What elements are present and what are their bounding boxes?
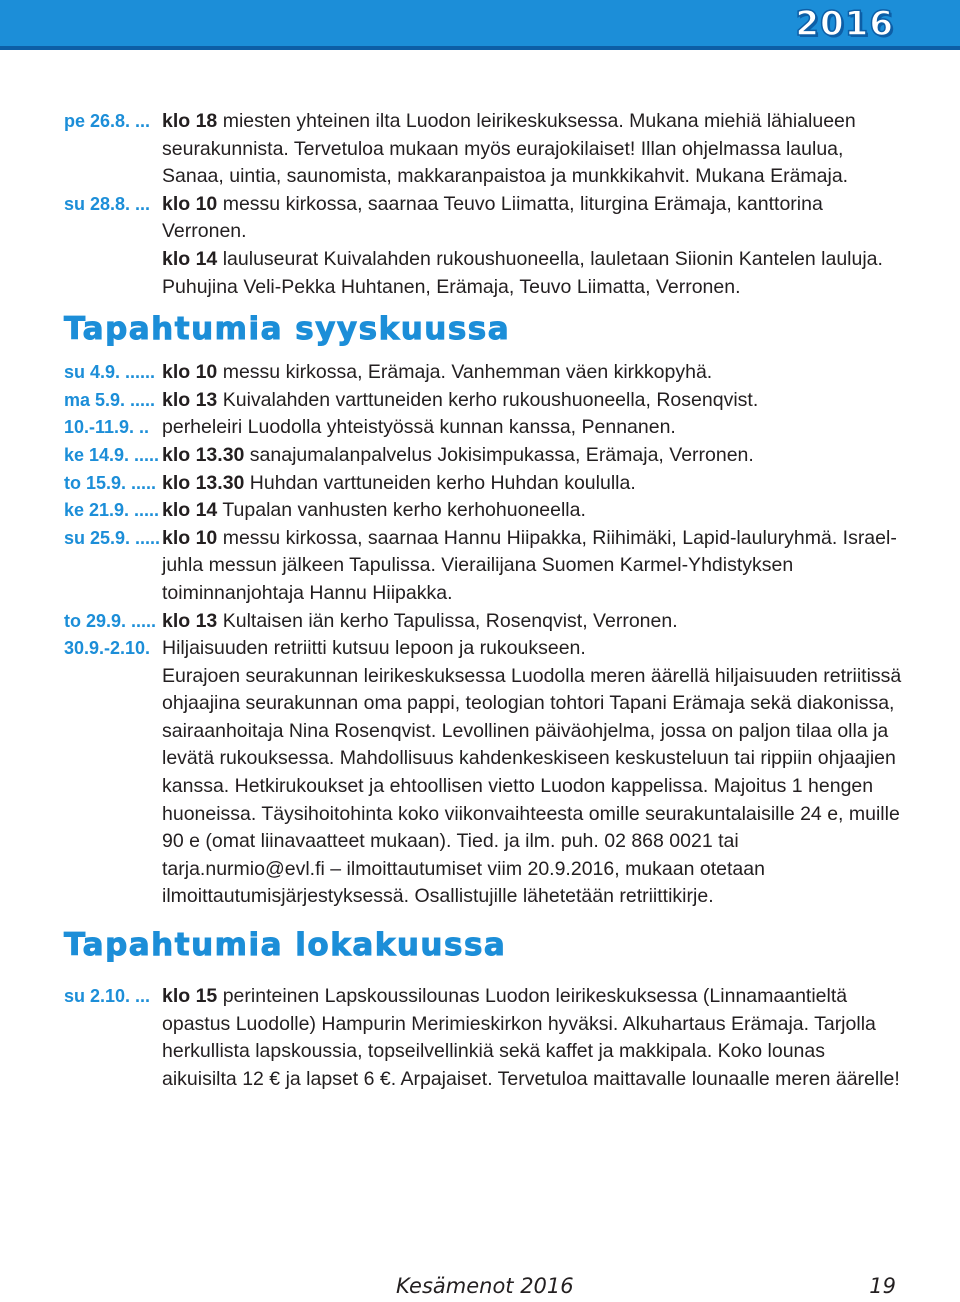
- event-time: klo 13.30: [162, 471, 245, 494]
- event-date: 10.-11.9. ..: [64, 417, 150, 438]
- event-entry: [64, 442, 904, 470]
- august-continued-entries: [64, 246, 904, 301]
- year-label: 2016: [795, 4, 894, 44]
- event-text: perinteinen Lapskoussilounas Luodon leirikeskuksessa (Linnamaantieltä opastus Luodolle) Hampurin Merimieskirkon hyväksi. Alkuhartaus Erämaja. Tarjolla herkullista lapskoussia, topseilvellinkiä sekä kaffet ja makkipala. Koko lounas aikuisilta 12 € ja lapset 6 €. Arpajaiset. Tervetuloa maittavalle lounaalle meren äärelle!: [162, 985, 900, 1090]
- event-entry: [64, 497, 904, 525]
- section-heading-october: Tapahtumia lokakuussa: [64, 927, 507, 964]
- event-description: [162, 497, 904, 525]
- event-entry: [64, 470, 904, 498]
- event-entry: [64, 246, 904, 301]
- event-text: perheleiri Luodolla yhteistyössä kunnan kanssa, Pennanen.: [162, 416, 676, 439]
- event-time: klo 10: [162, 526, 218, 549]
- event-entry: [64, 608, 904, 636]
- event-time: klo 14: [162, 247, 218, 270]
- event-text: messu kirkossa, Erämaja. Vanhemman väen kirkkopyhä.: [217, 361, 713, 384]
- october-entries: [64, 983, 904, 1093]
- event-description: [162, 608, 904, 636]
- retreat-text: Eurajoen seurakunnan leirikeskuksessa Luodolla meren äärellä hiljaisuuden retriitissä ohjaajina seurakunnan oma pappi, teologian tohtori Tapani Erämaja sekä diakonissa, sairaanhoitaja Nina Rosenqvist. Levollinen päiväohjelma, jossa on paljon tilaa olla ja levätä rukouksessa. Mahdollisuus kahdenkeskiseen keskusteluun tai rippiin ohjaajien kanssa. Hetkirukoukset ja ehtoollisen vietto Luodon kappelissa. Majoitus 1 hengen huoneissa. Täysihoitohinta koko viikonvaihteesta omille seurakuntalaisille 24 e, muille 90 e (omat liinavaatteet mukaan). Tied. ja ilm. puh. 02 868 0021 tai tarja.nurmio@evl.fi – ilmoittautumiset viim 20.9.2016, mukaan otetaan ilmoittautumisjärjestyksessä. Osallistujille lähetetään retriittikirje.: [162, 664, 902, 908]
- event-entry: [64, 635, 904, 663]
- event-description: [162, 442, 904, 470]
- event-date: to 29.9. .....: [64, 610, 157, 631]
- event-description: [162, 525, 904, 608]
- event-date: to 15.9. .....: [64, 472, 157, 493]
- event-time: klo 10: [162, 192, 218, 215]
- section-heading-september: Tapahtumia syyskuussa: [64, 311, 511, 348]
- event-time: klo 15: [162, 985, 218, 1008]
- event-date: su 28.8. ...: [64, 193, 151, 214]
- event-entry: [64, 191, 904, 246]
- event-text: miesten yhteinen ilta Luodon leirikeskuksessa. Mukana miehiä lähialueen seurakunnista. Tervetuloa mukaan myös eurajokilaiset! Illan ohjelmassa laulua, Sanaa, uintia, saunomista, makkaranpaistoa ja munkkikahvit. Mukana Erämaja.: [162, 110, 856, 188]
- event-text: sanajumalanpalvelus Jokisimpukassa, Erämaja, Verronen.: [244, 443, 754, 466]
- event-entry: [64, 359, 904, 387]
- event-text: Kultaisen iän kerho Tapulissa, Rosenqvist, Verronen.: [217, 609, 678, 632]
- event-entry: [64, 414, 904, 442]
- retreat-description: [64, 663, 904, 911]
- event-date: 30.9.-2.10.: [64, 638, 151, 659]
- event-date: su 4.9. ......: [64, 362, 156, 383]
- event-text: messu kirkossa, saarnaa Hannu Hiipakka, Riihimäki, Lapid-lauluryhmä. Israel-juhla messun jälkeen Tapulissa. Vierailijana Suomen Karmel-Yhdistyksen toiminnanjohtaja Hannu Hiipakka.: [162, 526, 897, 604]
- event-text: Kuivalahden varttuneiden kerho rukoushuoneella, Rosenqvist.: [217, 388, 759, 411]
- header-bar: [0, 0, 960, 50]
- event-date: su 2.10. ...: [64, 986, 151, 1007]
- event-description: [162, 108, 904, 191]
- event-entry: [64, 108, 904, 191]
- event-time: klo 14: [162, 499, 218, 522]
- event-time: klo 13: [162, 388, 218, 411]
- footer-title: Kesämenot 2016: [396, 1274, 574, 1298]
- event-text: messu kirkossa, saarnaa Teuvo Liimatta, liturgina Erämaja, kanttorina Verronen.: [162, 192, 823, 243]
- event-text: lauluseurat Kuivalahden rukoushuoneella, lauletaan Siionin Kantelen lauluja. Puhujina Veli-Pekka Huhtanen, Erämaja, Teuvo Liimatta, Verronen.: [162, 247, 883, 298]
- event-description: [162, 191, 904, 246]
- event-date: ma 5.9. .....: [64, 389, 156, 410]
- event-description: [162, 470, 904, 498]
- event-date: ke 14.9. .....: [64, 444, 160, 465]
- event-description: [162, 635, 904, 663]
- event-text: Huhdan varttuneiden kerho Huhdan koululla.: [244, 471, 636, 494]
- event-time: klo 13.30: [162, 443, 245, 466]
- page-content: [64, 108, 904, 1093]
- event-text: Tupalan vanhusten kerho kerhohuoneella.: [217, 499, 586, 522]
- event-entry: [64, 525, 904, 608]
- event-description: [162, 387, 904, 415]
- event-date: su 25.9. .....: [64, 527, 161, 548]
- august-entries: [64, 108, 904, 246]
- event-date: pe 26.8. ...: [64, 111, 151, 131]
- event-description: [162, 246, 904, 301]
- event-time: klo 10: [162, 361, 218, 384]
- event-description: [162, 359, 904, 387]
- event-text: Hiljaisuuden retriitti kutsuu lepoon ja rukoukseen.: [162, 637, 586, 660]
- september-entries: [64, 359, 904, 663]
- event-entry: [64, 983, 904, 1093]
- event-description: [162, 983, 904, 1093]
- event-time: klo 13: [162, 609, 218, 632]
- event-date: ke 21.9. .....: [64, 500, 160, 521]
- event-entry: [64, 387, 904, 415]
- page-number: 19: [869, 1274, 896, 1298]
- event-description: [162, 414, 904, 442]
- event-time: klo 18: [162, 110, 218, 132]
